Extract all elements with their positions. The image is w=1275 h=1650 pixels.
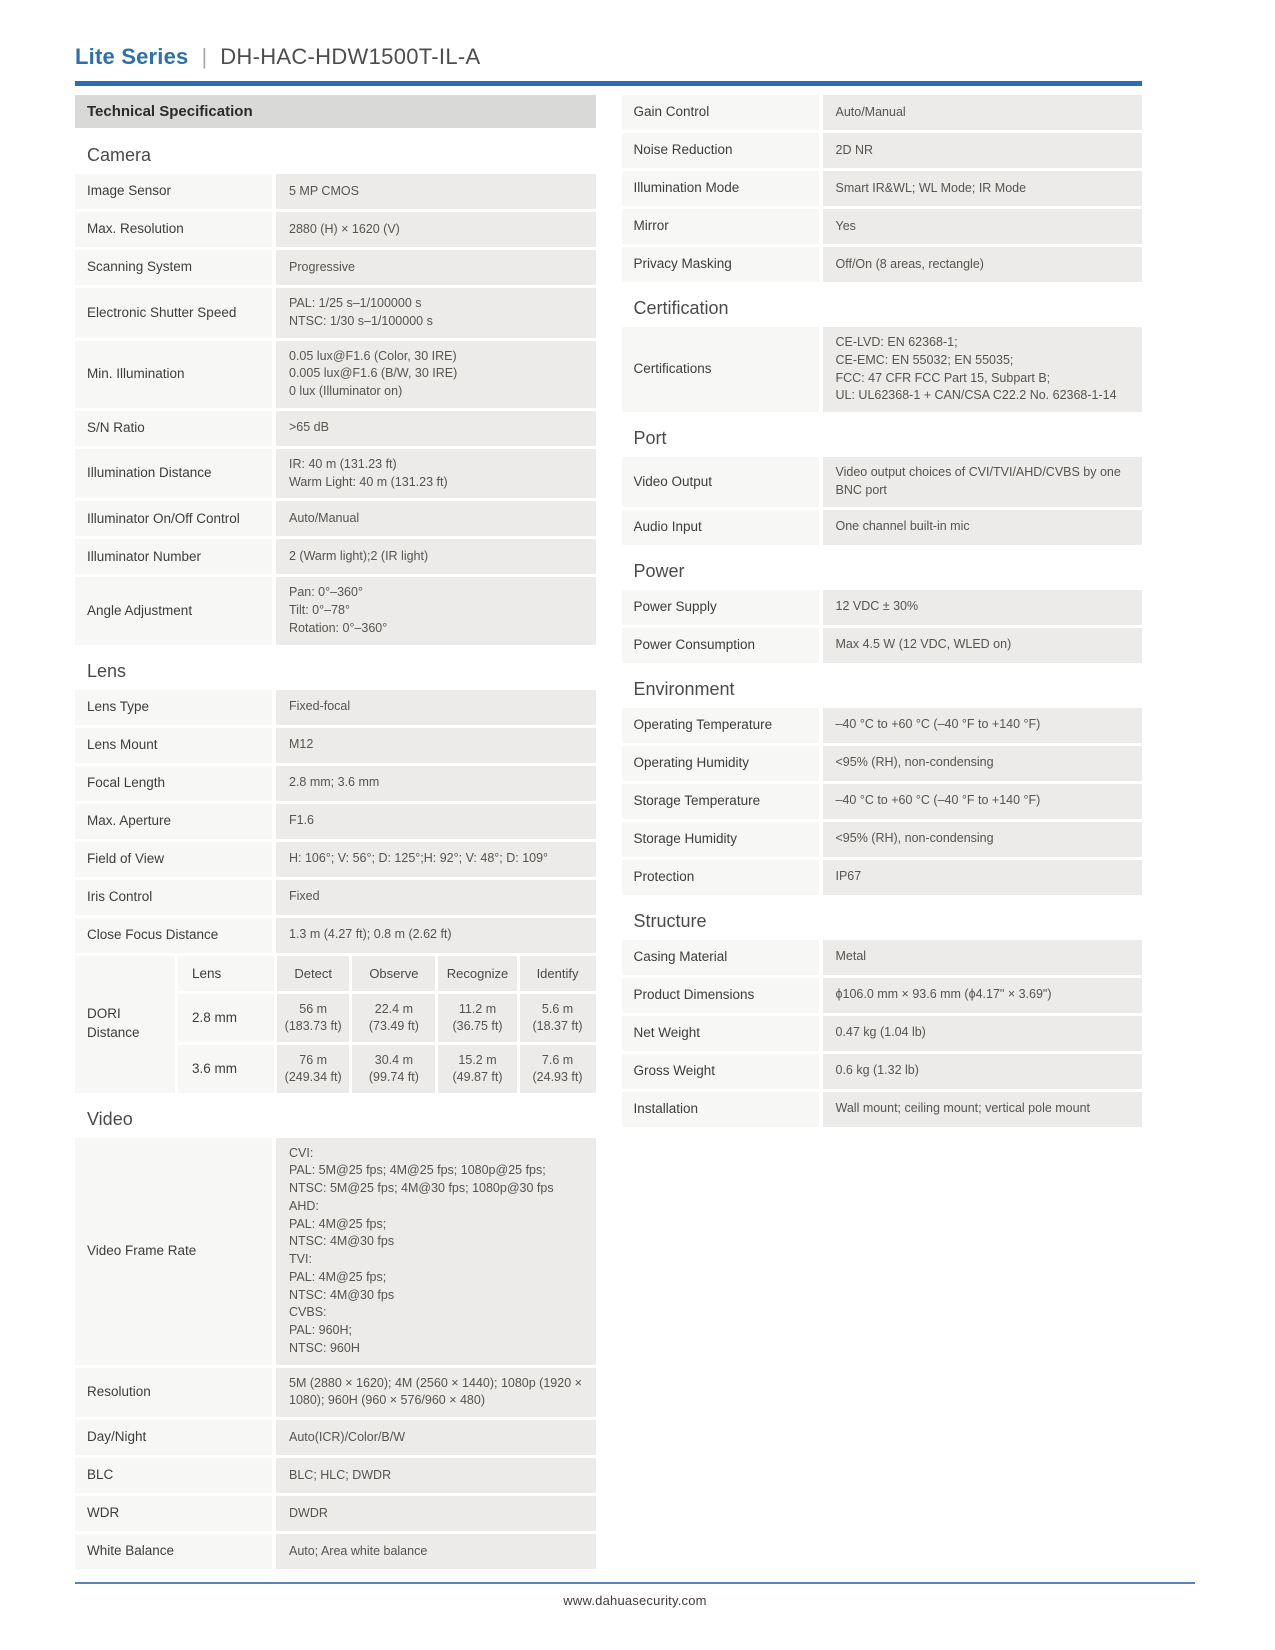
spec-row [622, 628, 1143, 663]
spec-row [622, 940, 1143, 975]
spec-value [276, 539, 596, 574]
spec-row [622, 860, 1143, 895]
spec-label: Storage Humidity [622, 822, 819, 857]
spec-row [622, 171, 1143, 206]
spec-value [276, 1368, 596, 1418]
dori-value-line: (36.75 ft) [452, 1018, 503, 1033]
spec-label: Operating Humidity [622, 746, 819, 781]
spec-value [276, 174, 596, 209]
spec-label: Video Output [622, 457, 819, 507]
spec-value-line: 5 MP CMOS [289, 183, 359, 198]
spec-label: Illuminator Number [75, 539, 272, 574]
spec-value-line: 2.8 mm; 3.6 mm [289, 775, 380, 790]
section-heading: Lens [87, 660, 127, 681]
dori-value-line: 30.4 m [374, 1052, 413, 1067]
spec-label: Focal Length [75, 766, 272, 801]
spec-value [823, 95, 1143, 130]
spec-row [75, 766, 596, 801]
spec-value-line: IP67 [835, 869, 862, 884]
spec-row [75, 728, 596, 763]
spec-value-line: Rotation: 0°–360° [289, 620, 388, 635]
dori-value-cell [438, 1045, 516, 1093]
dori-value-line: 7.6 m [541, 1052, 574, 1067]
section-heading: Certification [633, 298, 729, 318]
spec-label: Net Weight [622, 1016, 819, 1051]
spec-row [75, 1534, 596, 1569]
spec-value-line: IR: 40 m (131.23 ft) [289, 456, 397, 471]
spec-label: Casing Material [622, 940, 819, 975]
spec-value [823, 590, 1143, 625]
spec-value [823, 860, 1143, 895]
spec-label: Power Supply [622, 590, 819, 625]
spec-row [75, 212, 596, 247]
spec-value-line: <95% (RH), non-condensing [835, 755, 994, 770]
spec-row [75, 918, 596, 953]
section-heading: Video [87, 1108, 133, 1129]
spec-value [276, 1534, 596, 1569]
spec-value [823, 978, 1143, 1013]
dori-value-line: (99.74 ft) [368, 1069, 419, 1084]
spec-label: Image Sensor [75, 174, 272, 209]
dori-value-cell [438, 994, 516, 1042]
spec-row [75, 174, 596, 209]
model-name: DH-HAC-HDW1500T-IL-A [220, 44, 481, 69]
dori-value-cell [277, 994, 349, 1042]
dori-lens-cell: 2.8 mm [178, 994, 274, 1042]
spec-label: Max. Resolution [75, 212, 272, 247]
spec-value-line: FCC: 47 CFR FCC Part 15, Subpart B; [835, 370, 1051, 385]
spec-value-line: Off/On (8 areas, rectangle) [835, 256, 984, 271]
right-column [622, 95, 1143, 1130]
dori-value-line: (249.34 ft) [284, 1069, 342, 1084]
spec-label: Gain Control [622, 95, 819, 130]
section-heading: Camera [87, 145, 152, 165]
dori-value-line: 15.2 m [458, 1052, 497, 1067]
spec-row [622, 822, 1143, 857]
technical-specification-header: Technical Specification [75, 95, 596, 128]
spec-value [276, 341, 596, 408]
spec-row [622, 1092, 1143, 1127]
spec-value-line: TVI: [289, 1252, 312, 1266]
spec-row [75, 341, 596, 408]
dori-value-cell [277, 1045, 349, 1093]
spec-value-line: Yes [835, 218, 856, 233]
dori-value-cell [520, 1045, 596, 1093]
spec-value [276, 1496, 596, 1531]
dori-value-line: 22.4 m [374, 1001, 413, 1016]
spec-label: Angle Adjustment [75, 577, 272, 644]
spec-value-line: 12 VDC ± 30% [835, 599, 919, 614]
spec-value [823, 628, 1143, 663]
spec-row [622, 457, 1143, 507]
dori-value-line: (49.87 ft) [452, 1069, 503, 1084]
spec-label: Electronic Shutter Speed [75, 288, 272, 338]
spec-label: Audio Input [622, 510, 819, 545]
spec-label: Storage Temperature [622, 784, 819, 819]
dori-column-header: Identify [520, 956, 596, 991]
section-heading: Port [633, 428, 667, 448]
spec-row [622, 1054, 1143, 1089]
section-heading: Power [633, 560, 685, 581]
dori-value-cell [520, 994, 596, 1042]
spec-value-line: PAL: 5M@25 fps; 4M@25 fps; 1080p@25 fps; [289, 1163, 546, 1178]
spec-row [75, 1420, 596, 1455]
spec-value-line: M12 [289, 737, 314, 752]
spec-value [276, 449, 596, 499]
spec-label: White Balance [75, 1534, 272, 1569]
spec-row [75, 1138, 596, 1365]
dori-value-line: 76 m [299, 1052, 328, 1067]
spec-value-line: Metal [835, 949, 867, 964]
spec-value-line: NTSC: 1/30 s–1/100000 s [289, 313, 433, 328]
spec-label: Scanning System [75, 250, 272, 285]
spec-label: Certifications [622, 327, 819, 412]
spec-value-line: Auto/Manual [835, 104, 906, 119]
spec-label: Field of View [75, 842, 272, 877]
dori-column-header: Detect [277, 956, 349, 991]
spec-value-line: Auto/Manual [289, 510, 360, 525]
spec-row [75, 1458, 596, 1493]
dori-value-line: (183.73 ft) [284, 1018, 342, 1033]
spec-value-line: NTSC: 4M@30 fps [289, 1287, 395, 1302]
spec-value-line: 0.005 lux@F1.6 (B/W, 30 IRE) [289, 366, 458, 381]
spec-value-line: 0.05 lux@F1.6 (Color, 30 IRE) [289, 348, 457, 363]
spec-value [276, 501, 596, 536]
spec-value-line: 0 lux (Illuminator on) [289, 384, 403, 398]
spec-label: Gross Weight [622, 1054, 819, 1089]
spec-label: Privacy Masking [622, 247, 819, 282]
spec-label: Min. Illumination [75, 341, 272, 408]
dori-value-cell [352, 1045, 435, 1093]
spec-value-line: One channel built-in mic [835, 519, 970, 534]
spec-value [276, 1138, 596, 1365]
spec-value-line: ϕ106.0 mm × 93.6 mm (ϕ4.17" × 3.69") [835, 987, 1052, 1002]
spec-value-line: CVI: [289, 1145, 314, 1160]
spec-row [75, 288, 596, 338]
spec-row [622, 978, 1143, 1013]
spec-label: S/N Ratio [75, 411, 272, 446]
dori-value-line: 56 m [299, 1001, 328, 1016]
spec-value [276, 411, 596, 446]
spec-value [276, 690, 596, 725]
spec-value [276, 918, 596, 953]
spec-row [75, 842, 596, 877]
spec-row [75, 577, 596, 644]
spec-value-line: –40 °C to +60 °C (–40 °F to +140 °F) [835, 717, 1041, 732]
spec-value [823, 457, 1143, 507]
spec-row [75, 690, 596, 725]
spec-columns [75, 95, 1142, 1572]
spec-label: Power Consumption [622, 628, 819, 663]
footer-url-link[interactable]: www.dahuasecurity.com [563, 1593, 707, 1608]
spec-value-line: AHD: [289, 1198, 319, 1213]
spec-label: Illumination Distance [75, 449, 272, 499]
spec-value [823, 822, 1143, 857]
spec-label: Max. Aperture [75, 804, 272, 839]
page-footer [75, 1582, 1195, 1608]
spec-label: Operating Temperature [622, 708, 819, 743]
spec-row [75, 880, 596, 915]
spec-row [622, 708, 1143, 743]
spec-row [622, 510, 1143, 545]
spec-label: Day/Night [75, 1420, 272, 1455]
spec-value [276, 1458, 596, 1493]
spec-label: Noise Reduction [622, 133, 819, 168]
spec-value-line: DWDR [289, 1505, 328, 1520]
spec-value [823, 746, 1143, 781]
spec-value [823, 1016, 1143, 1051]
spec-row [622, 590, 1143, 625]
spec-value-line: NTSC: 5M@25 fps; 4M@30 fps; 1080p@30 fps [289, 1181, 554, 1195]
dori-lens-cell: 3.6 mm [178, 1045, 274, 1093]
spec-value-line: CE-EMC: EN 55032; EN 55035; [835, 352, 1014, 367]
spec-row [75, 501, 596, 536]
spec-value [823, 708, 1143, 743]
dori-column-header: Recognize [438, 956, 516, 991]
spec-value [276, 1420, 596, 1455]
spec-value [823, 1092, 1143, 1127]
spec-row [622, 209, 1143, 244]
spec-row [75, 804, 596, 839]
header-rule [75, 81, 1142, 86]
dori-distance-table [75, 956, 596, 1093]
spec-value-line: CE-LVD: EN 62368-1; [835, 335, 958, 349]
spec-row [622, 133, 1143, 168]
spec-value [276, 766, 596, 801]
spec-label: Iris Control [75, 880, 272, 915]
spec-value-line: 2 (Warm light);2 (IR light) [289, 548, 429, 563]
dori-value-cell [352, 994, 435, 1042]
spec-value [276, 880, 596, 915]
spec-label: Resolution [75, 1368, 272, 1418]
spec-value-line: <95% (RH), non-condensing [835, 831, 994, 846]
spec-value-line: BLC; HLC; DWDR [289, 1467, 392, 1482]
spec-value-line: NTSC: 4M@30 fps [289, 1234, 395, 1249]
spec-row [75, 449, 596, 499]
footer-rule [75, 1582, 1195, 1584]
spec-value-line: Auto; Area white balance [289, 1543, 428, 1558]
spec-value [276, 250, 596, 285]
title-separator: | [201, 44, 208, 69]
spec-row [622, 1016, 1143, 1051]
spec-value-line: PAL: 1/25 s–1/100000 s [289, 296, 422, 310]
spec-value-line: Pan: 0°–360° [289, 585, 363, 600]
spec-value-line: 2D NR [835, 142, 874, 157]
spec-row [75, 1368, 596, 1418]
dori-value-line: (18.37 ft) [532, 1018, 583, 1033]
spec-value-line: >65 dB [289, 420, 329, 435]
spec-value [823, 940, 1143, 975]
spec-value-line: PAL: 4M@25 fps; [289, 1269, 387, 1284]
spec-value-line: PAL: 960H; [289, 1323, 353, 1337]
spec-value-line: 2880 (H) × 1620 (V) [289, 221, 400, 236]
dori-value-line: (24.93 ft) [532, 1069, 583, 1084]
spec-value-line: 0.6 kg (1.32 lb) [835, 1063, 919, 1078]
spec-label: Illuminator On/Off Control [75, 501, 272, 536]
spec-value [823, 209, 1143, 244]
spec-label: Video Frame Rate [75, 1138, 272, 1365]
dori-value-line: (73.49 ft) [368, 1018, 419, 1033]
spec-value [823, 510, 1143, 545]
spec-value-line: Fixed-focal [289, 699, 351, 714]
spec-label: Lens Type [75, 690, 272, 725]
spec-value-line: CVBS: [289, 1305, 327, 1320]
document-title [75, 44, 1142, 81]
spec-row [75, 539, 596, 574]
spec-value [823, 247, 1143, 282]
spec-label: WDR [75, 1496, 272, 1531]
spec-value-line: –40 °C to +60 °C (–40 °F to +140 °F) [835, 793, 1041, 808]
spec-value-line: Video output choices of CVI/TVI/AHD/CVBS by one BNC port [835, 465, 1121, 497]
spec-label: Protection [622, 860, 819, 895]
spec-value [823, 1054, 1143, 1089]
section-heading: Environment [633, 678, 735, 699]
spec-value [823, 171, 1143, 206]
spec-value-line: H: 106°; V: 56°; D: 125°;H: 92°; V: 48°; D: 109° [289, 851, 549, 866]
spec-value [276, 842, 596, 877]
spec-label: Lens Mount [75, 728, 272, 763]
spec-label: Product Dimensions [622, 978, 819, 1013]
spec-row [622, 327, 1143, 412]
spec-row [75, 250, 596, 285]
spec-row [622, 247, 1143, 282]
spec-value-line: Auto(ICR)/Color/B/W [289, 1429, 405, 1444]
spec-label: BLC [75, 1458, 272, 1493]
spec-value-line: UL: UL62368-1 + CAN/CSA C22.2 No. 62368-1-14 [835, 388, 1117, 403]
spec-value-line: Max 4.5 W (12 VDC, WLED on) [835, 637, 1012, 652]
spec-value-line: Warm Light: 40 m (131.23 ft) [289, 474, 448, 489]
dori-column-header: Lens [178, 956, 274, 991]
spec-value-line: Smart IR&WL; WL Mode; IR Mode [835, 180, 1027, 195]
dori-column-header: Observe [352, 956, 435, 991]
spec-value [276, 804, 596, 839]
spec-label: Close Focus Distance [75, 918, 272, 953]
spec-label: Illumination Mode [622, 171, 819, 206]
spec-row [622, 95, 1143, 130]
spec-row [75, 1496, 596, 1531]
spec-value [823, 327, 1143, 412]
spec-value-line: Tilt: 0°–78° [289, 603, 350, 617]
spec-value-line: PAL: 4M@25 fps; [289, 1216, 387, 1231]
spec-value-line: 5M (2880 × 1620); 4M (2560 × 1440); 1080p (1920 × 1080); 960H (960 × 576/960 × 480) [289, 1375, 582, 1408]
spec-value [276, 577, 596, 644]
dori-value-line: 5.6 m [541, 1001, 574, 1016]
spec-value-line: 1.3 m (4.27 ft); 0.8 m (2.62 ft) [289, 927, 452, 942]
spec-row [622, 784, 1143, 819]
series-name: Lite Series [75, 44, 189, 69]
spec-value-line: NTSC: 960H [289, 1340, 360, 1355]
spec-value-line: Progressive [289, 259, 355, 274]
spec-value-line: F1.6 [289, 813, 315, 828]
spec-label: Installation [622, 1092, 819, 1127]
spec-value-line: Wall mount; ceiling mount; vertical pole mount [835, 1101, 1091, 1116]
spec-value [276, 288, 596, 338]
spec-value-line: 0.47 kg (1.04 lb) [835, 1025, 926, 1040]
spec-row [75, 411, 596, 446]
spec-value [823, 133, 1143, 168]
spec-value-line: Fixed [289, 889, 320, 904]
spec-label: Mirror [622, 209, 819, 244]
spec-value [823, 784, 1143, 819]
dori-table-label: DORI Distance [75, 956, 175, 1093]
spec-value [276, 728, 596, 763]
spec-value [276, 212, 596, 247]
dori-value-line: 11.2 m [458, 1001, 497, 1016]
spec-row [622, 746, 1143, 781]
left-column [75, 95, 596, 1572]
section-heading: Structure [633, 910, 707, 931]
